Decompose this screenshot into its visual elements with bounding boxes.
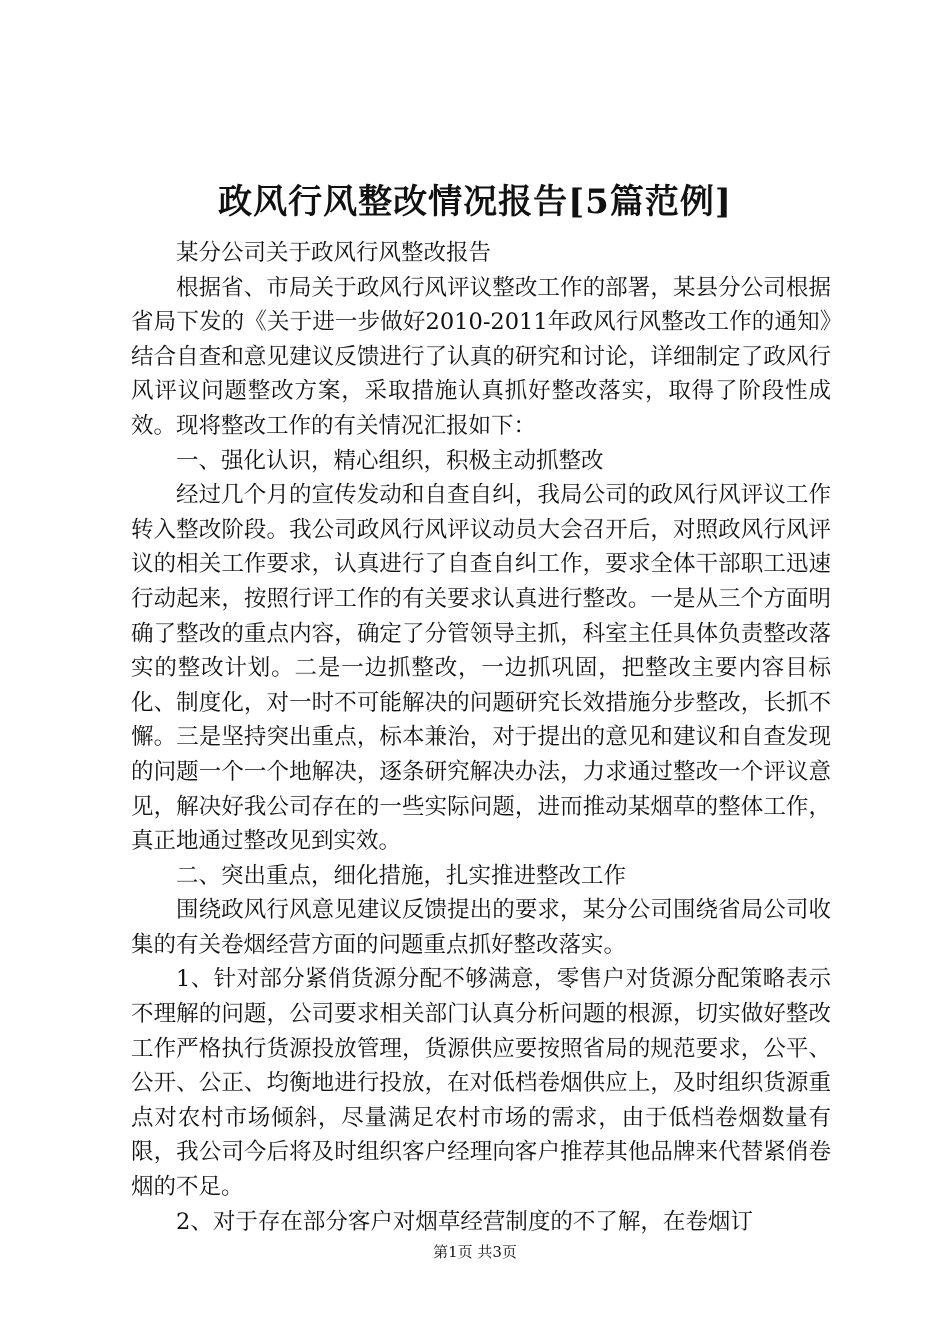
- document-body: [131, 236, 831, 1239]
- paragraph-item-1: 1、针对部分紧俏货源分配不够满意，零售户对货源分配策略表示不理解的问题，公司要求相关部门认真分析问题的根源，切实做好整改工作严格执行货源投放管理，货源供应要按照省局的规范要求，公平、公开、公正、均衡地进行投放，在对低档卷烟供应上，及时组织货源重点对农村市场倾斜，尽量满足农村市场的需求，由于低档卷烟数量有限，我公司今后将及时组织客户经理向客户推荐其他品牌来代替紧俏卷烟的不足。: [131, 966, 831, 1201]
- section-heading-1: 一、强化认识，精心组织，积极主动抓整改: [176, 447, 604, 474]
- paragraph-item-2: 2、对于存在部分客户对烟草经营制度的不了解，在卷烟订: [176, 1208, 753, 1235]
- document-title: 政风行风整改情况报告[5篇范例]: [218, 182, 732, 222]
- page-footer: 第1页 共3页: [433, 1243, 517, 1261]
- paragraph-subtitle: 某分公司关于政风行风整改报告: [176, 240, 492, 266]
- paragraph-section-2: 围绕政风行风意见建议反馈提出的要求，某分公司围绕省局公司收集的有关卷烟经营方面的问题重点抓好整改落实。: [131, 897, 831, 958]
- paragraph-section-1: 经过几个月的宣传发动和自查自纠，我局公司的政风行风评议工作转入整改阶段。我公司政风行风评议动员大会召开后，对照政风行风评议的相关工作要求，认真进行了自查自纠工作，要求全体干部职工迅速行动起来，按照行评工作的有关要求认真进行整改。一是从三个方面明确了整改的重点内容，确定了分管领导主抓，科室主任具体负责整改落实的整改计划。二是一边抓整改，一边抓巩固，把整改主要内容目标化、制度化，对一时不可能解决的问题研究长效措施分步整改，长抓不懈。三是坚持突出重点，标本兼治，对于提出的意见和建议和自查发现的问题一个一个地解决，逐条研究解决办法，力求通过整改一个评议意见，解决好我公司存在的一些实际问题，进而推动某烟草的整体工作，真正地通过整改见到实效。: [131, 482, 831, 855]
- section-heading-2: 二、突出重点，细化措施，扎实推进整改工作: [176, 862, 627, 889]
- paragraph-intro: 根据省、市局关于政风行风评议整改工作的部署，某县分公司根据省局下发的《关于进一步做好2010-2011年政风行风整改工作的通知》结合自查和意见建议反馈进行了认真的研究和讨论，详细制定了政风行风评议问题整改方案，采取措施认真抓好整改落实，取得了阶段性成效。现将整改工作的有关情况汇报如下：: [131, 274, 831, 439]
